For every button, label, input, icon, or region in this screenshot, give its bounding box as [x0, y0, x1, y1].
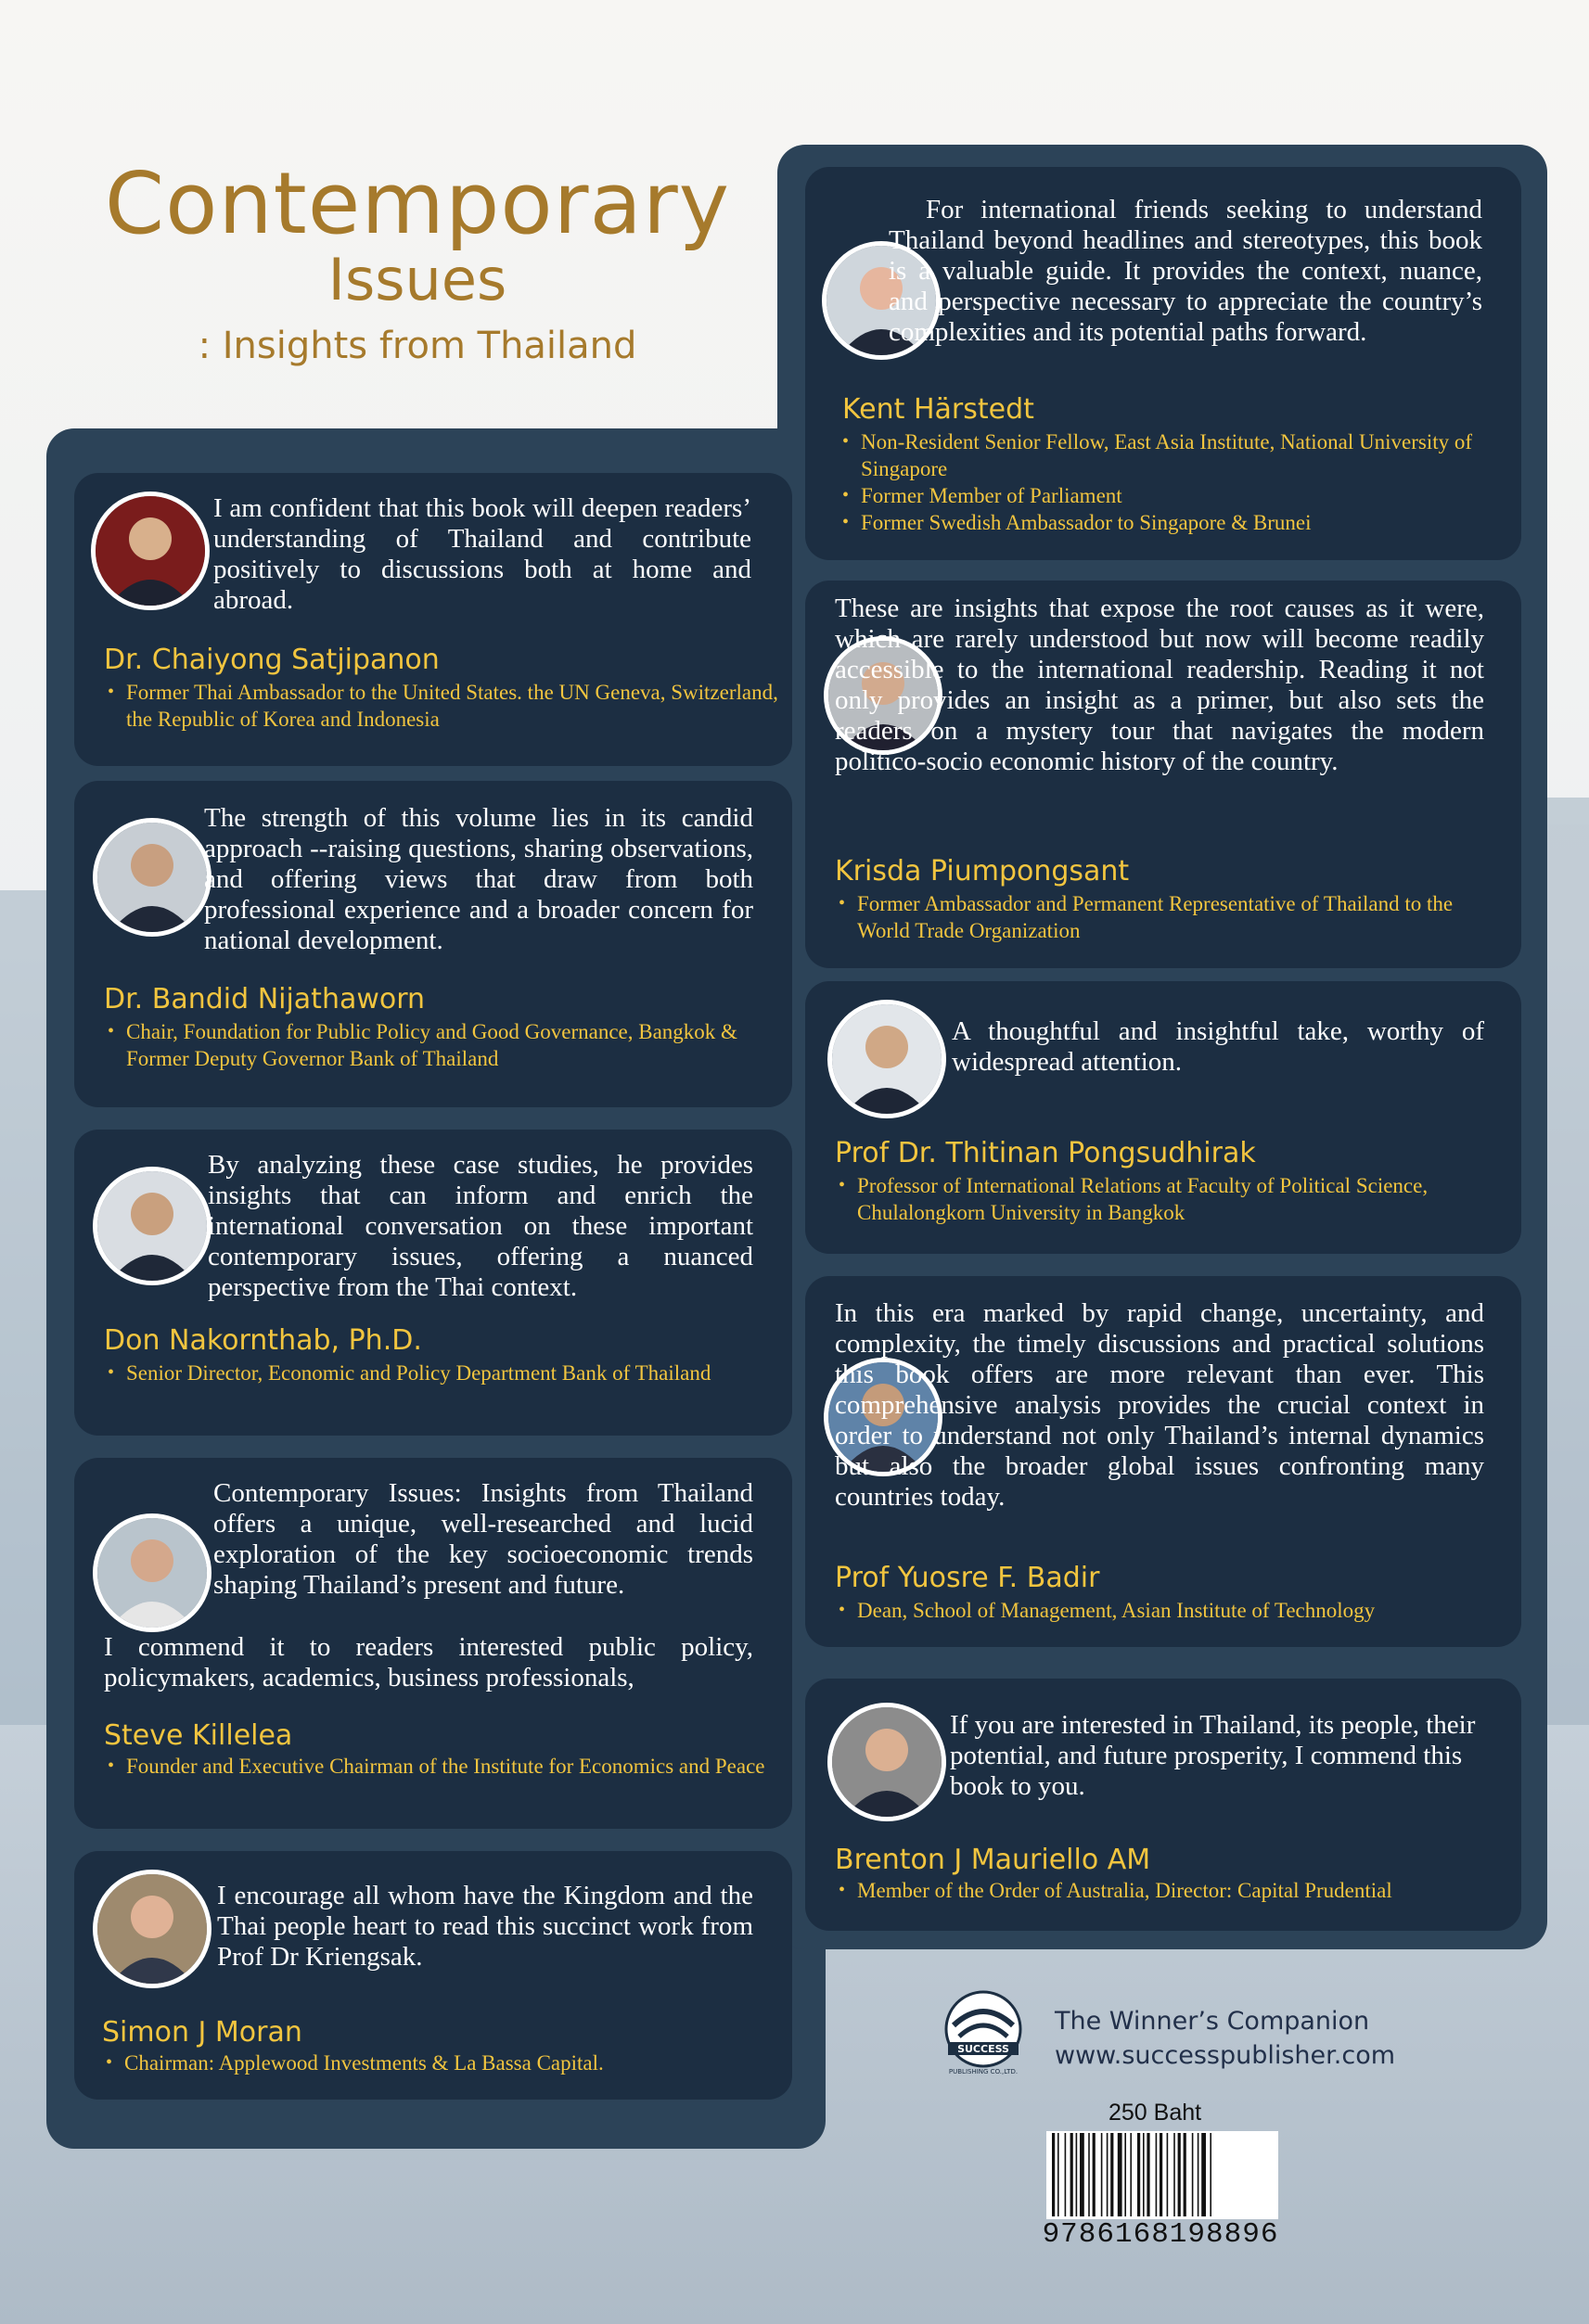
- endorsement-quote: The strength of this volume lies in its candid approach --raising questions, sharing observations, and offering views that draw from both professional experience and a broader concern for national development.: [204, 803, 753, 955]
- endorser-roles: [839, 428, 1506, 536]
- portrait-avatar: [827, 1000, 946, 1118]
- endorser-name: Dr. Bandid Nijathaworn: [104, 983, 426, 1015]
- endorsement-quote: A thoughtful and insightful take, worthy of widespread attention.: [952, 1016, 1484, 1077]
- endorsement-card: [805, 167, 1521, 560]
- portrait-avatar: [93, 1870, 211, 1988]
- endorsement-card: [805, 1276, 1521, 1647]
- role-item: • Former Swedish Ambassador to Singapore & Brunei: [839, 509, 1506, 536]
- title-line-2: Issues: [327, 246, 507, 313]
- endorsement-card: [74, 473, 792, 766]
- endorser-name: Kent Härstedt: [842, 393, 1034, 426]
- title-line-1: Contemporary: [104, 154, 731, 253]
- title-subtitle: : Insights from Thailand: [198, 325, 637, 367]
- svg-text:PUBLISHING CO.,LTD.: PUBLISHING CO.,LTD.: [948, 2068, 1019, 2075]
- endorsement-card: [74, 1458, 792, 1829]
- isbn-number: 9786168198896: [1042, 2218, 1279, 2251]
- role-item: • Former Ambassador and Permanent Representative of Thailand to the World Trade Organization: [835, 890, 1503, 944]
- endorser-name: Brenton J Mauriello AM: [835, 1844, 1151, 1876]
- isbn-barcode: [1046, 2131, 1278, 2219]
- endorser-roles: [835, 1877, 1512, 1904]
- role-item: • Former Thai Ambassador to the United States. the UN Geneva, Switzerland, the Republic of Korea and Indonesia: [104, 679, 790, 733]
- portrait-avatar: [93, 818, 211, 937]
- publisher-website[interactable]: www.successpublisher.com: [1055, 2041, 1396, 2070]
- endorsement-quote: Contemporary Issues: Insights from Thailand offers a unique, well-researched and lucid exploration of the key socioeconomic trends shaping Thailand’s present and future.: [213, 1478, 753, 1600]
- endorser-name: Steve Killelea: [104, 1719, 293, 1752]
- endorsement-quote: If you are interested in Thailand, its people, their potential, and future prosperity, I commend this book to you.: [950, 1710, 1476, 1801]
- role-item: • Professor of International Relations at Faculty of Political Science, Chulalongkorn University in Bangkok: [835, 1172, 1503, 1226]
- role-item: • Former Member of Parliament: [839, 482, 1506, 509]
- endorser-name: Prof Yuosre F. Badir: [835, 1562, 1100, 1594]
- endorser-roles: [104, 1753, 790, 1780]
- publisher-info: [1055, 2004, 1395, 2073]
- endorser-name: Don Nakornthab, Ph.D.: [104, 1324, 422, 1357]
- svg-text:SUCCESS: SUCCESS: [957, 2043, 1009, 2055]
- endorser-roles: [835, 1597, 1503, 1624]
- endorsement-card: [805, 1679, 1521, 1931]
- portrait-avatar: [827, 1703, 946, 1821]
- endorsement-card: [74, 1130, 792, 1436]
- role-item: • Chairman: Applewood Investments & La Bassa Capital.: [102, 2049, 788, 2076]
- endorsement-quote: By analyzing these case studies, he provides insights that can inform and enrich the international conversation on these important contemporary issues, offering a nuanced perspective from the Thai context.: [208, 1150, 753, 1302]
- endorser-roles: [104, 679, 790, 733]
- portrait-avatar: [93, 1513, 211, 1632]
- endorser-roles: [104, 1018, 790, 1072]
- endorser-name: Prof Dr. Thitinan Pongsudhirak: [835, 1137, 1256, 1169]
- endorser-roles: [835, 1172, 1503, 1226]
- role-item: • Senior Director, Economic and Policy Department Bank of Thailand: [104, 1360, 790, 1386]
- book-title: [65, 154, 770, 378]
- role-item: • Dean, School of Management, Asian Institute of Technology: [835, 1597, 1503, 1624]
- endorsement-card: [74, 1851, 792, 2100]
- role-item: • Chair, Foundation for Public Policy and Good Governance, Bangkok & Former Deputy Governor Bank of Thailand: [104, 1018, 790, 1072]
- endorser-roles: [835, 890, 1503, 944]
- endorsement-quote: I encourage all whom have the Kingdom and the Thai people heart to read this succinct work from Prof Dr Kriengsak.: [217, 1881, 753, 1972]
- endorser-name: Simon J Moran: [102, 2016, 302, 2049]
- endorsement-quote: These are insights that expose the root causes as it were, which are rarely understood but now will become readily accessible to the international readership. Reading it not only provides an insight as a primer, but also sets the readers on a mystery tour that navigates the modern politico-socio economic history of the country.: [835, 594, 1484, 776]
- endorsement-card: [74, 781, 792, 1107]
- endorsement-card: [805, 581, 1521, 968]
- price-label: 250 Baht: [1108, 2100, 1202, 2126]
- role-item: • Non-Resident Senior Fellow, East Asia Institute, National University of Singapore: [839, 428, 1506, 482]
- success-publishing-logo: [937, 1988, 1030, 2081]
- publisher-tagline: The Winner’s Companion: [1055, 2007, 1370, 2036]
- endorsement-quote: I am confident that this book will deepen readers’ understanding of Thailand and contribute positively to discussions both at home and abroad.: [213, 493, 751, 615]
- endorsement-quote: For international friends seeking to understand Thailand beyond headlines and stereotypes, this book is a valuable guide. It provides the context, nuance, and perspective necessary to appreciate the country’s complexities and its potential paths forward.: [889, 195, 1482, 347]
- endorser-name: Krisda Piumpongsant: [835, 855, 1130, 887]
- role-item: • Member of the Order of Australia, Director: Capital Prudential: [835, 1877, 1512, 1904]
- endorsement-quote: In this era marked by rapid change, uncertainty, and complexity, the timely discussions and practical solutions this book offers are more relevant than ever. This comprehensive analysis provides the crucial context in order to understand not only Thailand’s internal dynamics but also the broader global issues confronting many countries today.: [835, 1298, 1484, 1512]
- endorser-name: Dr. Chaiyong Satjipanon: [104, 644, 440, 676]
- role-item: • Founder and Executive Chairman of the Institute for Economics and Peace: [104, 1753, 790, 1780]
- portrait-avatar: [91, 492, 210, 610]
- endorsement-card: [805, 981, 1521, 1254]
- endorser-roles: [104, 1360, 790, 1386]
- endorsement-quote-continued: I commend it to readers interested public policy, policymakers, academics, business professionals,: [104, 1632, 753, 1692]
- portrait-avatar: [93, 1167, 211, 1285]
- endorser-roles: [102, 2049, 788, 2076]
